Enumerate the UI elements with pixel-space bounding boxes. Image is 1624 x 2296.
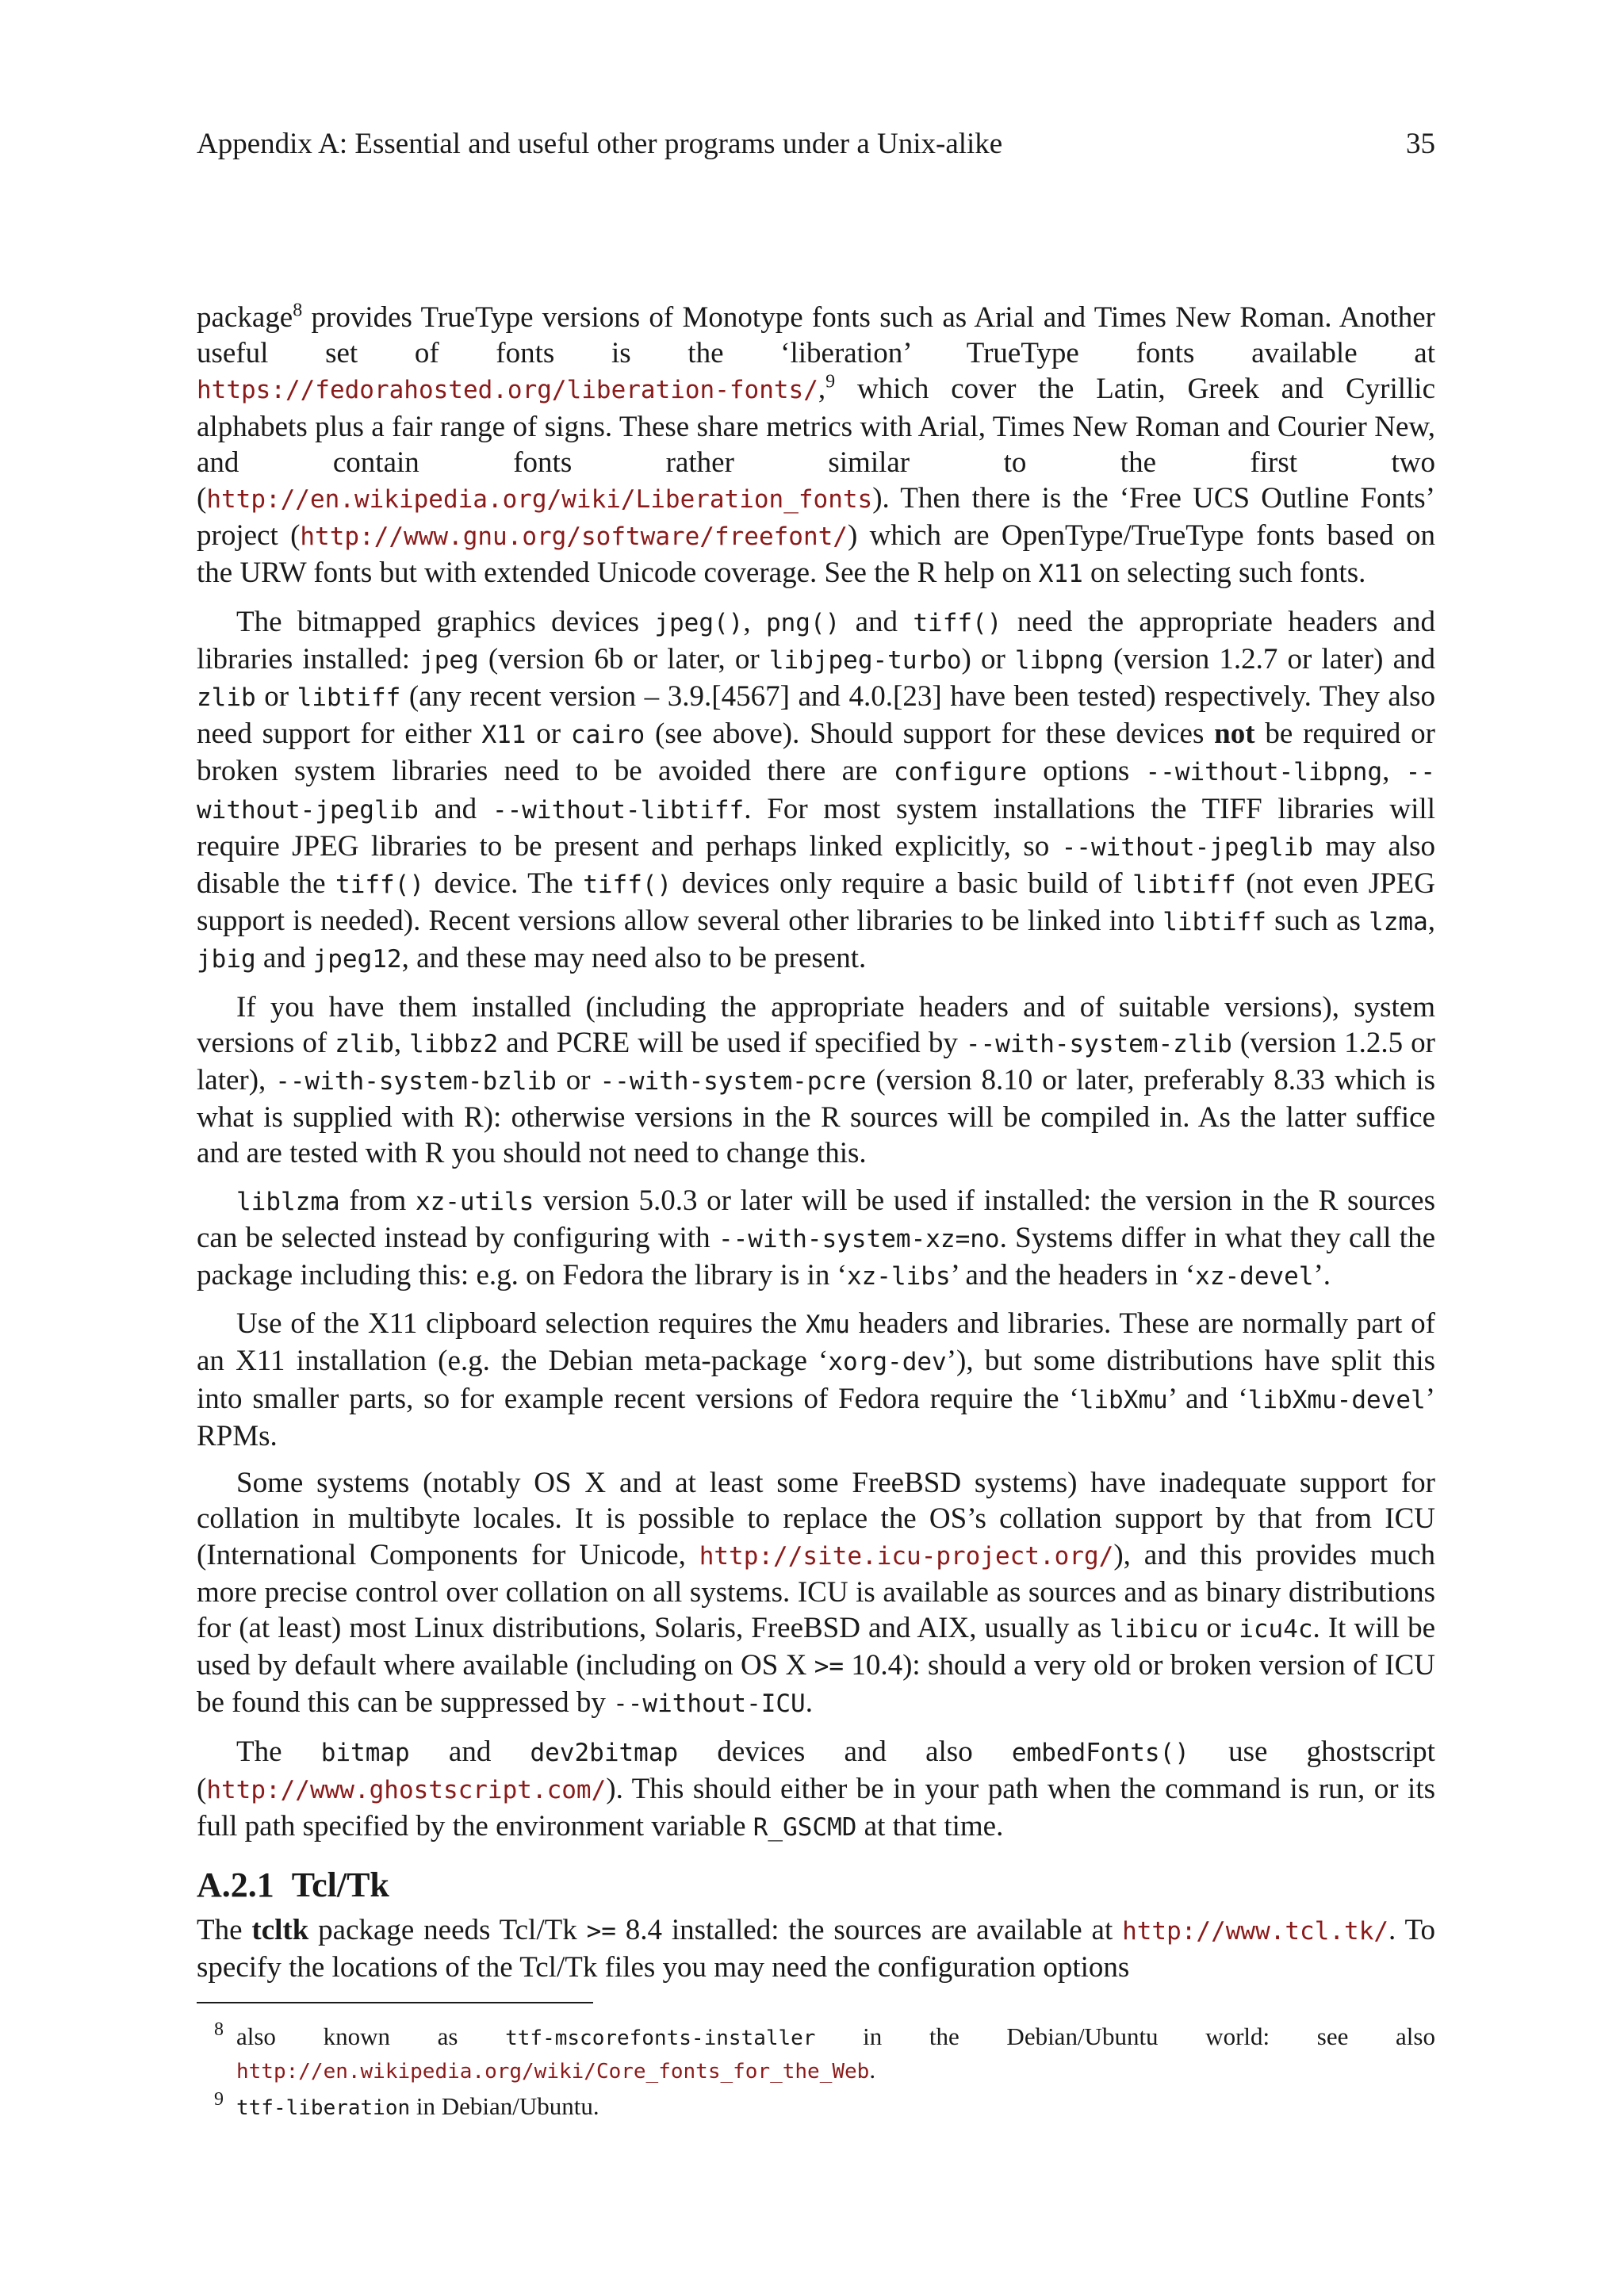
page-number: 35 <box>1406 128 1435 160</box>
document-page <box>197 127 1435 2127</box>
footnote-8: 8 also known as ttf-mscorefonts-installer in the Debian/Ubuntu world: see also http://en.wikipedia.org/wiki/Core_fonts_for_the_Web. <box>197 2021 1435 2087</box>
footnote-rule <box>197 2002 593 2003</box>
link-gnu-freefont[interactable]: http://www.gnu.org/software/freefont/ <box>300 522 848 552</box>
paragraph-fonts: package$^8$ provides TrueType versions of Monotype fonts such as Arial and Times New Roman. Another useful set of fonts is the ‘liberation’ TrueType fonts available at https://fedorahosted.org/liberation-fonts/,$^9$ which cover the Latin, Greek and Cyrillic alphabets plus a fair range of signs. These share metrics with Arial, Times New Roman and Courier New, and contain fonts rather similar to the first two (http://en.wikipedia.org/wiki/Liberation_fonts). Then there is the ‘Free UCS Outline Fonts’ project (http://www.gnu.org/software/freefont/) which are OpenType/TrueType fonts based on the URW fonts but with extended Unicode coverage. See the R help on X11 on selecting such fonts. <box>197 300 1436 590</box>
section-number: A.2.1 <box>197 1866 274 1905</box>
footnote-ref-9[interactable]: 9 <box>825 372 836 393</box>
link-tcl-tk[interactable]: http://www.tcl.tk/ <box>1122 1917 1389 1946</box>
link-wikipedia-liberation[interactable]: http://en.wikipedia.org/wiki/Liberation_fonts <box>206 485 873 515</box>
link-icu-project[interactable]: http://site.icu-project.org/ <box>699 1541 1114 1571</box>
section-title: Tcl/Tk <box>291 1866 389 1905</box>
body-text <box>197 300 1435 1986</box>
paragraph-ghostscript: The bitmap and dev2bitmap devices and also embedFonts() use ghostscript (http://www.ghostscript.com/). This should either be in your path when the command is run, or its full path specified by the environment variable R_GSCMD at that time. <box>197 1735 1435 1843</box>
paragraph-x11-clipboard: Use of the X11 clipboard selection requires the Xmu headers and libraries. These are normally part of an X11 installation (e.g. the Debian meta-package ‘xorg-dev’), but some distributions have split this into smaller parts, so for example recent versions of Fedora require the ‘libXmu’ and ‘libXmu-devel’ RPMs. <box>197 1307 1436 1452</box>
footnote-mark-8: 8 <box>214 2019 224 2040</box>
link-liberation-fonts[interactable]: https://fedorahosted.org/liberation-fonts/ <box>197 376 818 405</box>
footnote-ref-8[interactable]: 8 <box>293 300 303 321</box>
paragraph-bitmapped-devices: The bitmapped graphics devices jpeg(), png() and tiff() need the appropriate headers and libraries installed: jpeg (version 6b or later, or libjpeg-turbo) or libpng (version 1.2.7 or later) and zlib or libtiff (any recent version – 3.9.[4567] and 4.0.[23] have been tested) respectively. They also need support for either X11 or cairo (see above). Should support for these devices not be required or broken system libraries need to be avoided there are configure options --without-libpng, --without-jpeglib and --without-libtiff. For most system installations the TIFF libraries will require JPEG libraries to be present and perhaps linked explicitly, so --without-jpeglib may also disable the tiff() device. The tiff() devices only require a basic build of libtiff (not even JPEG support is needed). Recent versions allow several other libraries to be linked into libtiff such as lzma, jbig and jpeg12, and these may need also to be present. <box>197 605 1436 975</box>
header-title: Appendix A: Essential and useful other programs under a Unix-alike <box>197 128 1003 160</box>
paragraph-tcltk: The tcltk package needs Tcl/Tk >= 8.4 installed: the sources are available at http://www.tcl.tk/. To specify the locations of the Tcl/Tk files you may need the configuration options <box>197 1914 1435 1984</box>
section-heading-tcltk <box>197 1865 1435 1906</box>
running-header <box>197 127 1435 162</box>
paragraph-icu-collation: Some systems (notably OS X and at least some FreeBSD systems) have inadequate support for collation in multibyte locales. It is possible to replace the OS’s collation support by that from ICU (International Components for Unicode, http://site.icu-project.org/), and this provides much more precise control over collation on all systems. ICU is available as sources and as binary distributions for (at least) most Linux distributions, Solaris, FreeBSD and AIX, usually as libicu or icu4c. It will be used by default where available (including on OS X >= 10.4): should a very old or broken version of ICU be found this can be suppressed by --without-ICU. <box>197 1467 1435 1720</box>
link-core-fonts[interactable]: http://en.wikipedia.org/wiki/Core_fonts_for_the_Web <box>236 2059 870 2084</box>
footnote-9: 9 ttf-liberation in Debian/Ubuntu. <box>197 2091 1435 2124</box>
paragraph-liblzma: liblzma from xz-utils version 5.0.3 or later will be used if installed: the version in the R sources can be selected instead by configuring with --with-system-xz=no. Systems differ in what they call the package including this: e.g. on Fedora the library is in ‘xz-libs’ and the headers in ‘xz-devel’. <box>197 1184 1435 1292</box>
footnotes <box>197 2021 1435 2124</box>
paragraph-system-libraries: If you have them installed (including the appropriate headers and of suitable versions), system versions of zlib, libbz2 and PCRE will be used if specified by --with-system-zlib (version 1.2.5 or later), --with-system-bzlib or --with-system-pcre (version 8.10 or later, preferably 8.33 which is what is supplied with R): otherwise versions in the R sources will be compiled in. As the latter suffice and are tested with R you should not need to change this. <box>197 990 1435 1170</box>
link-ghostscript[interactable]: http://www.ghostscript.com/ <box>206 1775 607 1804</box>
footnote-mark-9: 9 <box>214 2088 224 2110</box>
